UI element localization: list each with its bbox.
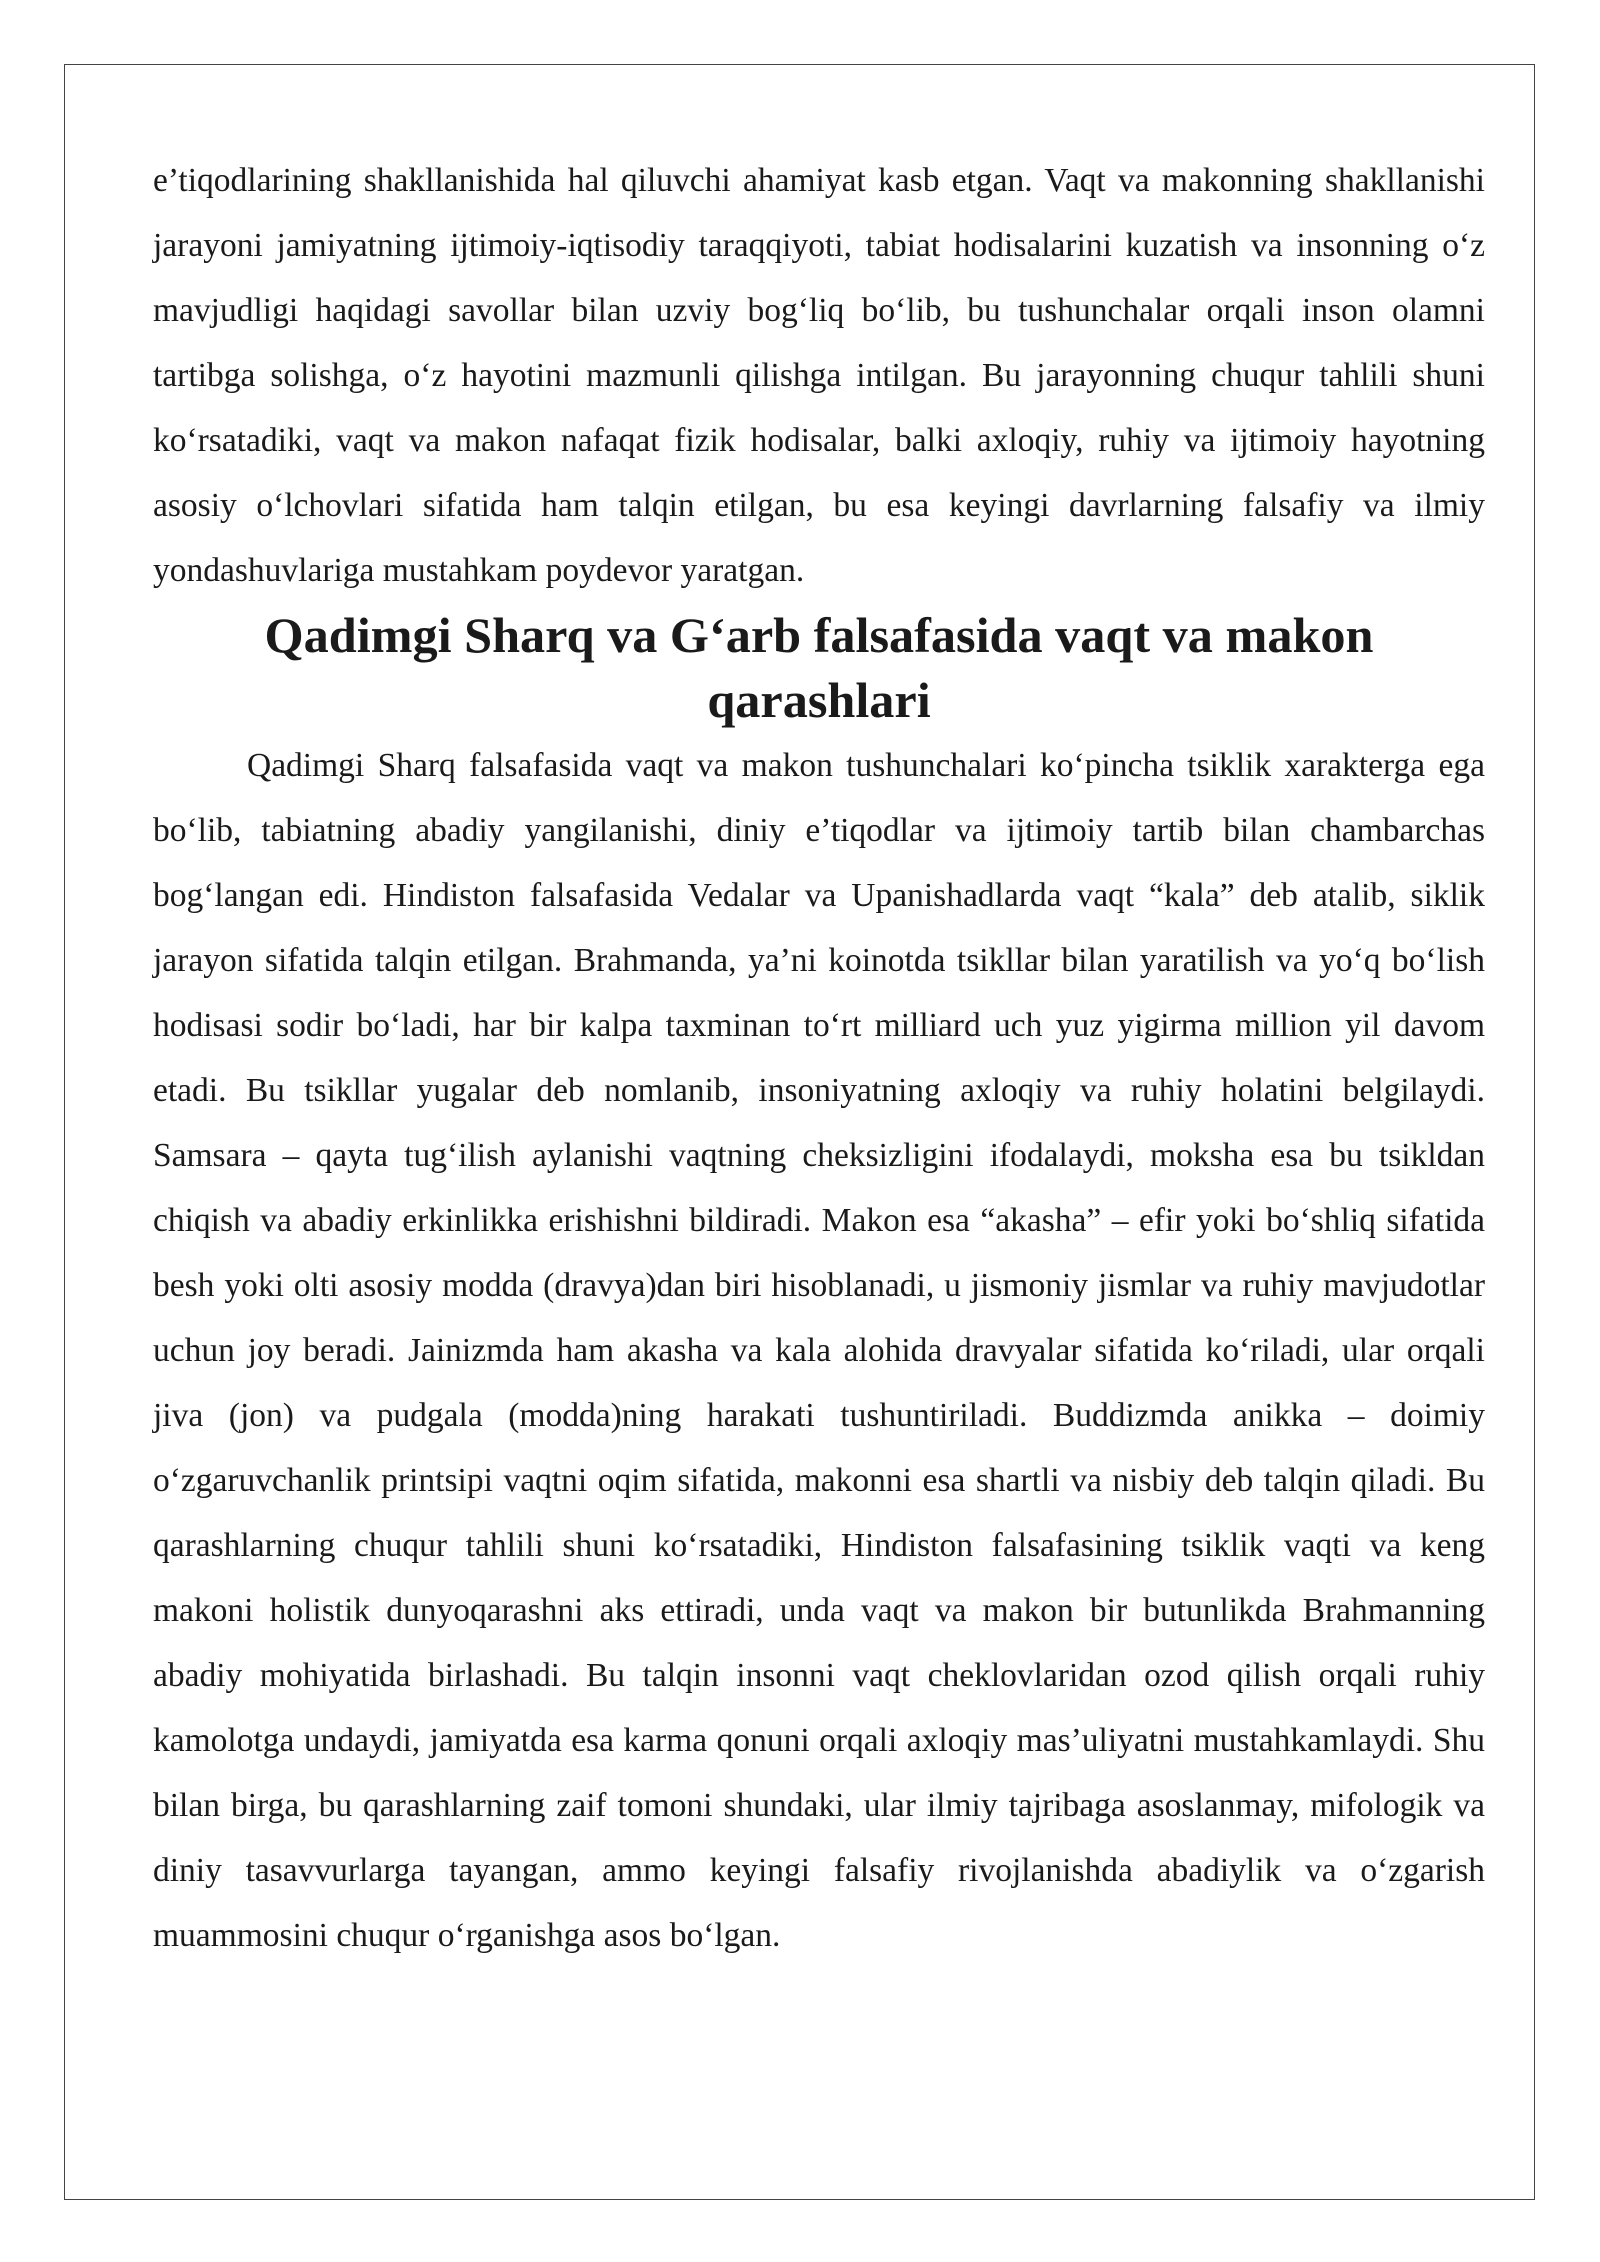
document-body xyxy=(153,148,1485,1968)
paragraph-body: Qadimgi Sharq falsafasida vaqt va makon tushunchalari ko‘pincha tsiklik xarakterga ega bo‘lib, tabiatning abadiy yangilanishi, diniy e’tiqodlar va ijtimoiy tartib bilan chambarchas bog‘langan edi. Hindiston falsafasida Vedalar va Upanishadlarda vaqt “kala” deb atalib, siklik jarayon sifatida talqin etilgan. Brahmanda, ya’ni koinotda tsikllar bilan yaratilish va yo‘q bo‘lish hodisasi sodir bo‘ladi, har bir kalpa taxminan to‘rt milliard uch yuz yigirma million yil davom etadi. Bu tsikllar yugalar deb nomlanib, insoniyatning axloqiy va ruhiy holatini belgilaydi. Samsara – qayta tug‘ilish aylanishi vaqtning cheksizligini ifodalaydi, moksha esa bu tsikldan chiqish va abadiy erkinlikka erishishni bildiradi. Makon esa “akasha” – efir yoki bo‘shliq sifatida besh yoki olti asosiy modda (dravya)dan biri hisoblanadi, u jismoniy jismlar va ruhiy mavjudotlar uchun joy beradi. Jainizmda ham akasha va kala alohida dravyalar sifatida ko‘riladi, ular orqali jiva (jon) va pudgala (modda)ning harakati tushuntiriladi. Buddizmda anikka – doimiy o‘zgaruvchanlik printsipi vaqtni oqim sifatida, makonni esa shartli va nisbiy deb talqin qiladi. Bu qarashlarning chuqur tahlili shuni ko‘rsatadiki, Hindiston falsafasining tsiklik vaqti va keng makoni holistik dunyoqarashni aks ettiradi, unda vaqt va makon bir butunlikda Brahmanning abadiy mohiyatida birlashadi. Bu talqin insonni vaqt cheklovlaridan ozod qilish orqali ruhiy kamolotga undaydi, jamiyatda esa karma qonuni orqali axloqiy mas’uliyatni mustahkamlaydi. Shu bilan birga, bu qarashlarning zaif tomoni shundaki, ular ilmiy tajribaga asoslanmay, mifologik va diniy tasavvurlarga tayangan, ammo keyingi falsafiy rivojlanishda abadiylik va o‘zgarish muammosini chuqur o‘rganishga asos bo‘lgan. xyxy=(153,747,1485,1954)
paragraph-continuation: e’tiqodlarining shakllanishida hal qiluvchi ahamiyat kasb etgan. Vaqt va makonning shakllanishi jarayoni jamiyatning ijtimoiy-iqtisodiy taraqqiyoti, tabiat hodisalarini kuzatish va insonning o‘z mavjudligi haqidagi savollar bilan uzviy bog‘liq bo‘lib, bu tushunchalar orqali inson olamni tartibga solishga, o‘z hayotini mazmunli qilishga intilgan. Bu jarayonning chuqur tahlili shuni ko‘rsatadiki, vaqt va makon nafaqat fizik hodisalar, balki axloqiy, ruhiy va ijtimoiy hayotning asosiy o‘lchovlari sifatida ham talqin etilgan, bu esa keyingi davrlarning falsafiy va ilmiy yondashuvlariga mustahkam poydevor yaratgan. xyxy=(153,162,1485,589)
section-heading: Qadimgi Sharq va G‘arb falsafasida vaqt va makon qarashlari xyxy=(264,607,1374,728)
